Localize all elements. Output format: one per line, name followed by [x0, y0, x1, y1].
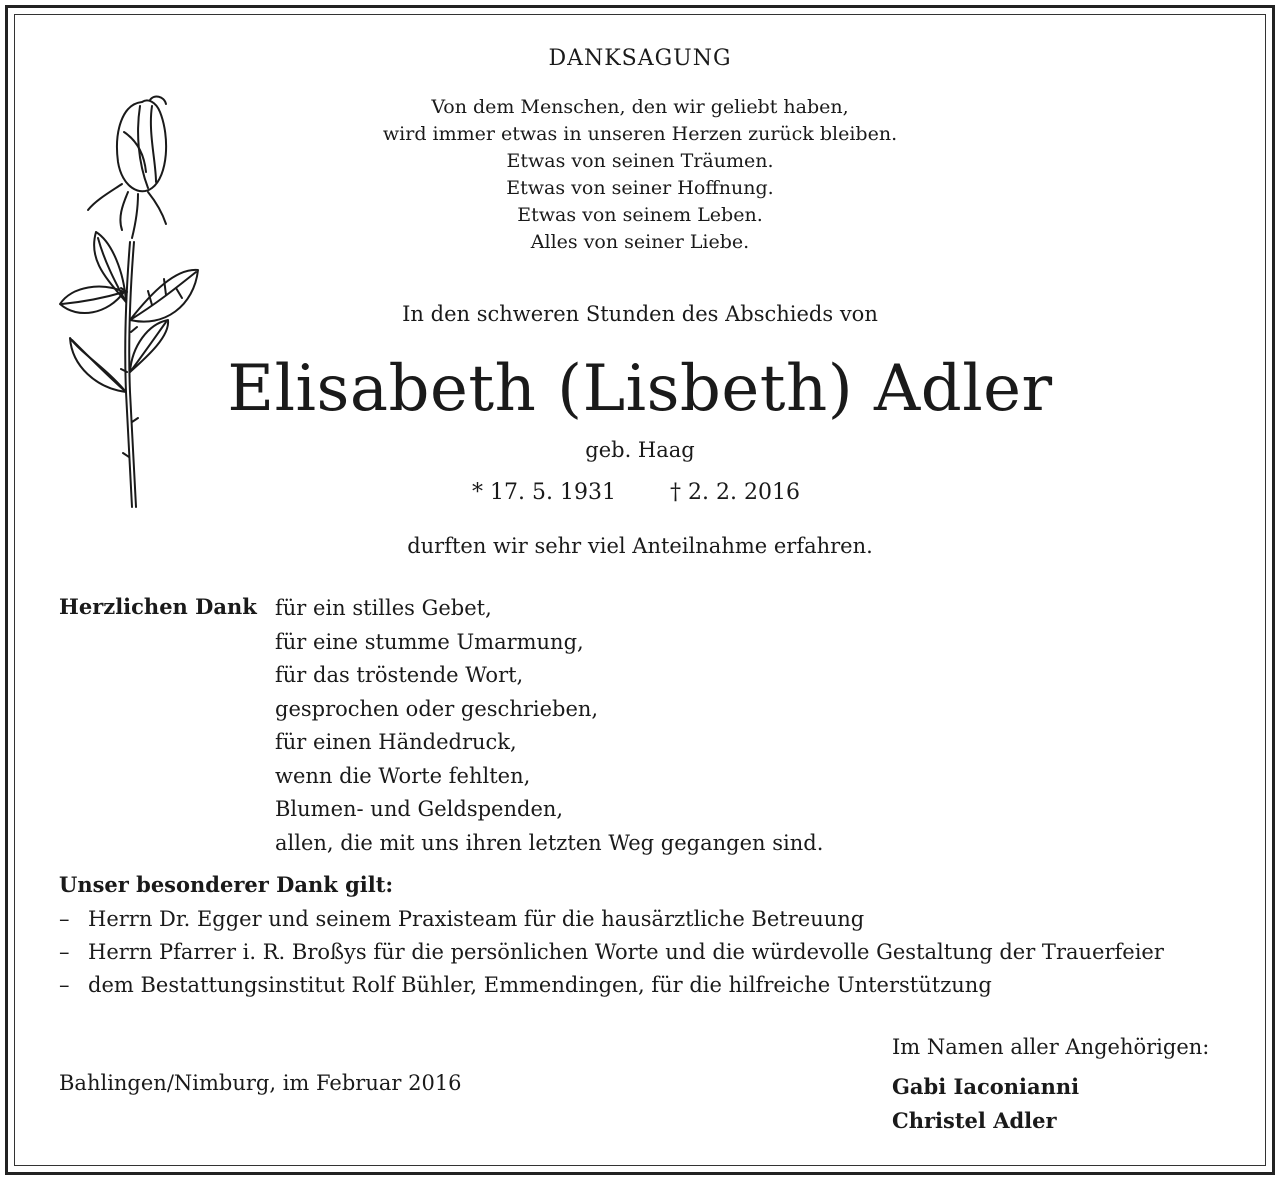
dash-bullet: – [59, 907, 70, 931]
response-text: durften wir sehr viel Anteilnahme erfahren. [407, 534, 873, 558]
signatory-name: Gabi Iaconianni [892, 1074, 1080, 1099]
thanks-item: allen, die mit uns ihren letzten Weg gegangen sind. [275, 830, 824, 855]
intro-text: In den schweren Stunden des Abschieds von [402, 302, 878, 326]
special-thanks-list [59, 903, 1164, 1002]
thanks-item: für ein stilles Gebet, [275, 596, 492, 620]
dash-bullet: – [59, 973, 70, 997]
special-thanks-item [59, 903, 1164, 936]
birth-date: * 17. 5. 1931 [472, 480, 616, 505]
dash-bullet: – [59, 940, 70, 964]
special-thanks-item [59, 969, 1164, 1002]
signature-intro: Im Namen aller Angehörigen: [892, 1035, 1210, 1059]
thanks-item: für eine stumme Umarmung, [275, 629, 584, 654]
poem-line: Etwas von seiner Hoffnung. [506, 177, 774, 199]
poem-line: wird immer etwas in unseren Herzen zurück bleiben. [382, 123, 898, 145]
thanks-item: für das tröstende Wort, [275, 663, 524, 687]
special-thanks-item [59, 936, 1164, 969]
page-title: DANKSAGUNG [548, 46, 732, 71]
thanks-item: gesprochen oder geschrieben, [275, 696, 599, 721]
birth-name: geb. Haag [585, 438, 695, 462]
thanks-item: wenn die Worte fehlten, [275, 763, 531, 788]
poem-line: Etwas von seinem Leben. [517, 204, 763, 226]
thanks-list [275, 592, 823, 860]
poem-line: Alles von seiner Liebe. [530, 231, 750, 253]
thanks-item: für einen Händedruck, [275, 730, 517, 754]
special-thanks-text: Herrn Dr. Egger und seinem Praxisteam für die hausärztliche Betreuung [88, 907, 865, 931]
signatory-name: Christel Adler [892, 1108, 1057, 1133]
signatories [892, 1070, 1079, 1138]
thanks-label: Herzlichen Dank [59, 594, 257, 619]
special-thanks-text: Herrn Pfarrer i. R. Broßys für die persönlichen Worte und die würdevolle Gestaltung der Trauerfeier [88, 940, 1164, 964]
special-thanks-text: dem Bestattungsinstitut Rolf Bühler, Emmendingen, für die hilfreiche Unterstützung [88, 973, 992, 997]
thanks-item: Blumen- und Geldspenden, [275, 797, 564, 821]
poem [0, 94, 1280, 256]
deceased-name: Elisabeth (Lisbeth) Adler [227, 352, 1053, 426]
poem-line: Etwas von seinen Träumen. [506, 150, 774, 172]
death-date: † 2. 2. 2016 [670, 480, 800, 505]
poem-line: Von dem Menschen, den wir geliebt haben, [431, 96, 849, 118]
special-thanks-label: Unser besonderer Dank gilt: [59, 872, 394, 897]
place-date: Bahlingen/Nimburg, im Februar 2016 [59, 1071, 462, 1095]
